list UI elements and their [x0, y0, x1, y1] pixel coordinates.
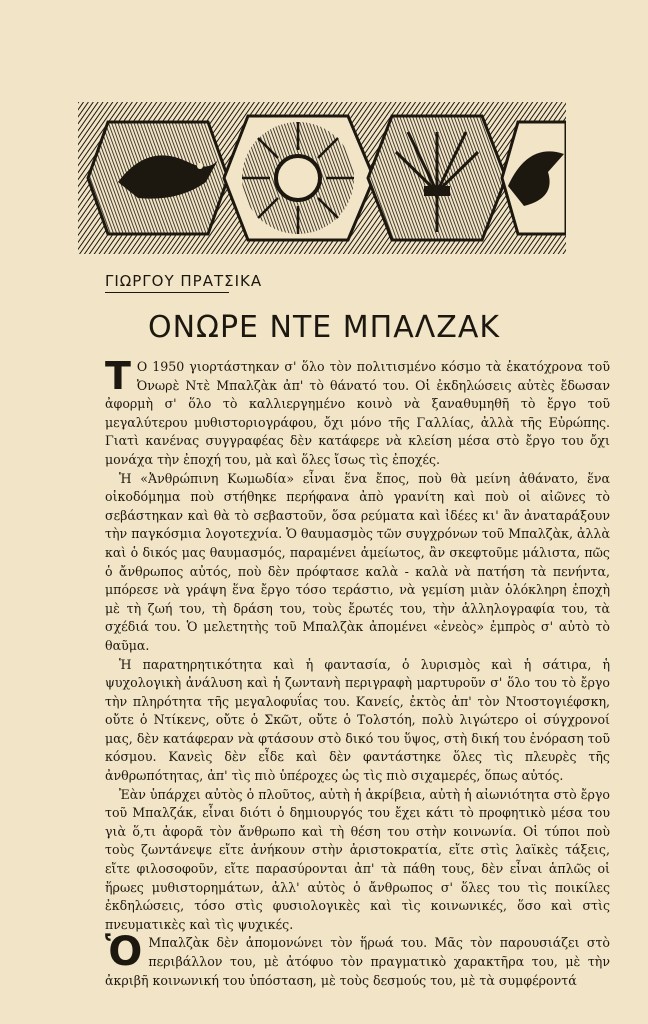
- article-body: [105, 354, 611, 990]
- author-name: ΓΙΩΡΓΟΥ ΠΡΑΤΣΙΚΑ: [105, 272, 229, 293]
- paragraph-5-text: Μπαλζὰκ δὲν ἀπομονώνει τὸν ἥρωά του. Μᾶς τὸν παρουσιάζει στὸ περιβάλλον του, μὲ ἀτόφυο τὸν πραγματικὸ χαρακτῆρα του, μὲ τὴν ἀκριβῆ κοινωνική του ὑπόσταση, μὲ τοὺς δεσμούς του, μὲ τὰ συμφέροντά: [105, 935, 610, 988]
- drop-cap: Ὁ: [105, 929, 143, 976]
- paragraph-3: Ἡ παρατηρητικότητα καὶ ἡ φαντασία, ὁ λυρισμὸς καὶ ἡ σάτιρα, ἡ ψυχολογικὴ ἀνάλυση καὶ ἡ ζωντανὴ περιγραφὴ μαρτυροῦν σ' ὅλο του τὸ ἔργο τὴν πληρότητα τῆς μεγαλοφυΐας του. Κανείς, ἐκτὸς ἀπ' τὸν Ντοστογιέφσκη, οὔτε ὁ Ντίκενς, οὔτε ὁ Σκῶτ, οὔτε ὁ Τολστόη, πολὺ λιγώτερο οἱ σύγχρονοί μας, δὲν κατάφεραν νὰ φτάσουν στὸ δικό του ὕψος, στὴ δική του ἐνόραση τοῦ κόσμου. Κανεὶς δὲν εἶδε καὶ δὲν φαντάστηκε ὅλες τὶς πλευρὲς τῆς ἀνθρωπότητας, ἀπ' τὶς πιὸ ὑπέροχες ὡς τὶς πιὸ σιχαμερές, ὅπως αὐτός.: [105, 656, 610, 784]
- paragraph-1: [105, 354, 610, 470]
- paragraph-1-text: Ο 1950 γιορτάστηκαν σ' ὅλο τὸν πολιτισμένο κόσμο τὰ ἑκατόχρονα τοῦ Ὀνωρὲ Ντὲ Μπαλζὰκ ἀπ' τὸ θάνατό του. Οἱ ἐκδηλώσεις αὐτὲς ἔδωσαν ἀφορμὴ σ' ὅλο τὸ καλλιεργημένο κοινὸ νὰ ξαναθυμηθῆ τὸ ἔργο τοῦ μεγαλύτερου μυθιστοριογράφου, ὄχι μόνο τῆς Γαλλίας, ἀλλὰ τῆς Εὐρώπης. Γιατὶ κανένας συγγραφέας δὲν κατάφερε νὰ κλείση μέσα στὸ ἔργο του ὄχι μονάχα τὴν ἐποχή του, μὰ καὶ ὅλες ἴσως τὶς ἐποχές.: [105, 359, 610, 467]
- paragraph-5: [105, 929, 610, 990]
- paragraph-4: Ἐὰν ὑπάρχει αὐτὸς ὁ πλοῦτος, αὐτὴ ἡ ἀκρίβεια, αὐτὴ ἡ αἰωνιότητα στὸ ἔργο τοῦ Μπαλζάκ, εἶναι διότι ὁ δημιουργός του ἔχει κάτι τὸ προφητικὸ μέσα του γιὰ ὅ,τι ἀφορᾶ τὸν ἄνθρωπο καὶ τὴ θέση του στὴν κοινωνία. Οἱ τύποι ποὺ τοὺς ζωντάνεψε εἴτε ἀνήκουν στὴν ἀριστοκρατία, εἴτε στὶς λαϊκὲς τάξεις, εἴτε φιλοσοφοῦν, εἴτε παρασύρονται ἀπ' τὰ πάθη τους, δὲν εἶναι ἁπλῶς οἱ ἥρωες μυθιστορημάτων, ἀλλ' αὐτὸς ὁ ἄνθρωπος σ' ὅλες του τὶς ποικίλες ἐκδηλώσεις, τόσο στὶς φυσιολογικὲς καὶ τὶς κοινωνικές, ὅσο καὶ στὶς πνευματικὲς καὶ τὶς ψυχικές.: [105, 786, 611, 932]
- woodcut-vignette-icon: [78, 102, 566, 254]
- drop-cap: Τ: [105, 354, 131, 398]
- paragraph-2: Ἡ «Ἀνθρώπινη Κωμωδία» εἶναι ἕνα ἔπος, ποὺ θὰ μείνη ἀθάνατο, ἕνα οἰκοδόμημα ποὺ στήθηκε περήφανα ἀπὸ γρανίτη καὶ ποὺ οἱ αἰῶνες τὸ σεβάστηκαν καὶ θὰ τὸ σεβαστοῦν, ὅσα ρεύματα καὶ ἰδέες κι' ἂν ἀναταράξουν τὴν παγκόσμια λογοτεχνία. Ὁ θαυμασμὸς τῶν συγχρόνων τοῦ Μπαλζὰκ, ἀλλὰ καὶ ὁ δικός μας θαυμασμός, παραμένει ἀμείωτος, ἂν σκεφτοῦμε μάλιστα, πῶς ὁ ἄνθρωπος αὐτός, ποὺ δὲν πρόφτασε καλὰ - καλὰ νὰ πατήση τὰ πενήντα, μπόρεσε νὰ γράψη ἕνα ἔργο τόσο τεράστιο, νὰ γεμίση μιὰν ὁλόκληρη ἐποχὴ μὲ τὴ ζωή του, τὴ δράση του, τοὺς ἔρωτές του, τὴν ἀλληλογραφία του, τὰ σχέδιά του. Ὁ μελετητὴς τοῦ Μπαλζὰκ ἀπομένει «ἐνεὸς» ἐμπρὸς σ' αὐτὸ τὸ θαῦμα.: [105, 470, 610, 653]
- article-title: ΟΝΩΡΕ ΝΤΕ ΜΠΑΛΖΑΚ: [147, 310, 501, 345]
